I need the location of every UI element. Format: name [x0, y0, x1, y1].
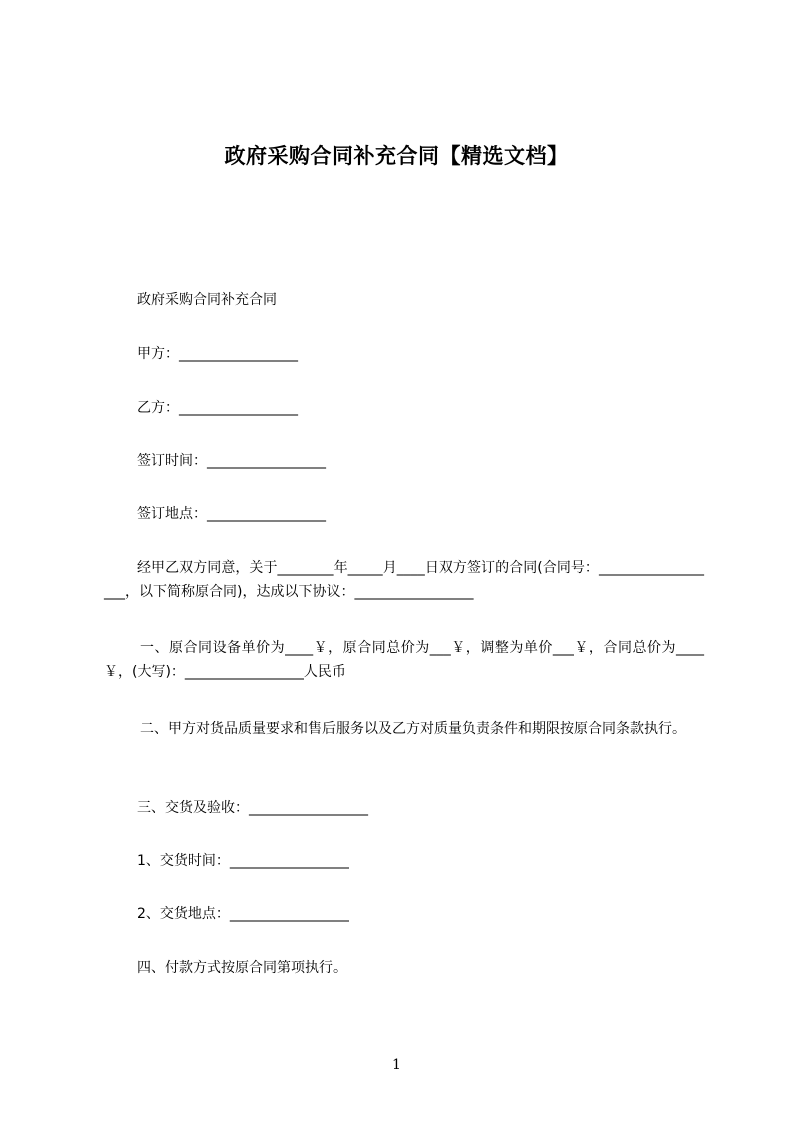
contract-subtitle: 政府采购合同补充合同 — [137, 292, 277, 308]
clause-3-2-line: 2、交货地点：_________________ — [137, 906, 349, 922]
clause-2-paragraph: 二、甲方对货品质量要求和售后服务以及乙方对质量负责条件和期限按原合同条款执行。 — [140, 721, 686, 737]
clause-3-line: 三、交货及验收：_________________ — [137, 800, 368, 816]
sign-time-line: 签订时间：_________________ — [137, 453, 326, 469]
page-number: 1 — [392, 1057, 401, 1073]
intro-paragraph: 经甲乙双方同意，关于________年_____月____日双方签订的合同(合同号：__________________，以下简称原合同)，达成以下协议：_________________ — [104, 560, 704, 600]
clause-1-paragraph: 一、原合同设备单价为____￥，原合同总价为___￥，调整为单价___￥，合同总价为____￥，(大写)：_________________人民币 — [104, 640, 704, 680]
document-title: 政府采购合同补充合同【精选文档】 — [224, 144, 569, 168]
clause-4-line: 四、付款方式按原合同第项执行。 — [137, 960, 347, 976]
party-b-line: 乙方：_________________ — [137, 400, 298, 416]
clause-3-1-line: 1、交货时间：_________________ — [137, 853, 349, 869]
party-a-line: 甲方：_________________ — [137, 346, 298, 362]
sign-place-line: 签订地点：_________________ — [137, 506, 326, 522]
